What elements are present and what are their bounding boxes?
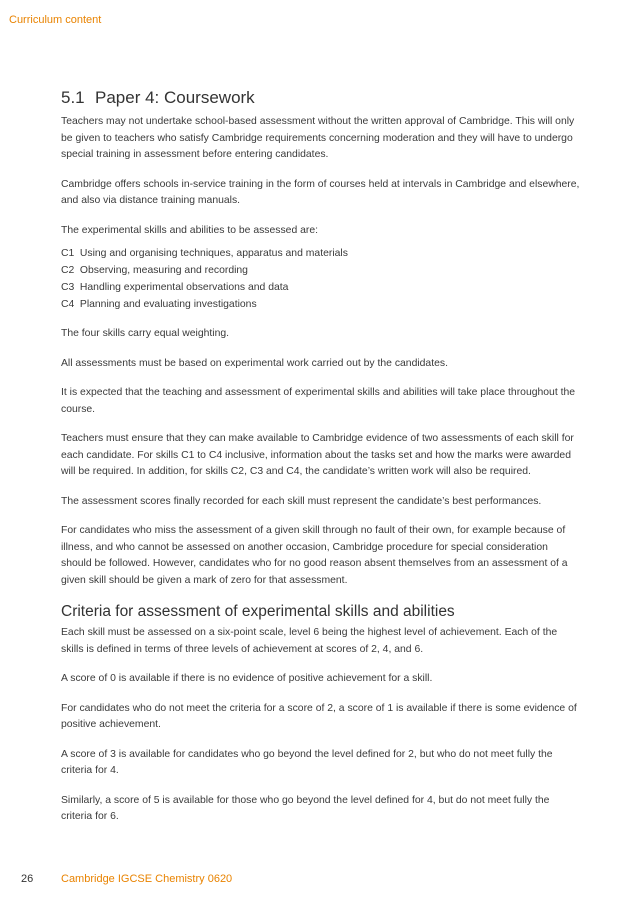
page-number: 26: [21, 873, 34, 885]
paragraph: The assessment scores finally recorded for each skill must represent the candidate’s best performances.: [61, 495, 542, 507]
paragraph: For candidates who miss the assessment of a given skill through no fault of their own, for example because of illness, and who cannot be assessed on another occasion, Cambridge procedure for special consideration should be followed. However, candidates who for no good reason absent themselves from an assessment of a given skill should be given a mark of zero for that assessment.: [61, 525, 568, 586]
skill-text: Using and organising techniques, apparatus and materials: [79, 248, 348, 259]
page-content: [61, 88, 581, 839]
skill-code: C2: [61, 265, 75, 276]
paragraph: A score of 3 is available for candidates who go beyond the level defined for 2, but who do not meet fully the criteria for 4.: [61, 748, 553, 776]
paragraph: The four skills carry equal weighting.: [61, 328, 230, 339]
skill-code: C1: [61, 248, 75, 259]
footer-title: Cambridge IGCSE Chemistry 0620: [61, 873, 233, 885]
paragraph: All assessments must be based on experimental work carried out by the candidates.: [61, 357, 448, 369]
paragraph: Similarly, a score of 5 is available for those who go beyond the level defined for 4, but do not meet fully the criteria for 6.: [61, 794, 550, 822]
skill-item: [61, 262, 581, 279]
paragraph: For candidates who do not meet the criteria for a score of 2, a score of 1 is available if there is some evidence of positive achievement.: [61, 702, 577, 730]
paragraph: The experimental skills and abilities to be assessed are:: [61, 224, 319, 236]
skill-item: [61, 296, 581, 313]
section-title: Paper 4: Coursework: [95, 88, 255, 107]
paragraph: Teachers must ensure that they can make available to Cambridge evidence of two assessments of each skill for each candidate. For skills C1 to C4 inclusive, information about the tasks set and how the marks were awarded will be required. In addition, for skills C2, C3 and C4, the candidate’s written work will also be required.: [61, 433, 574, 477]
skill-code: C3: [61, 282, 75, 293]
criteria-heading: Criteria for assessment of experimental skills and abilities: [61, 603, 455, 620]
section-heading: [61, 88, 581, 108]
skill-text: Planning and evaluating investigations: [79, 299, 257, 310]
skill-item: [61, 245, 581, 262]
paragraph: A score of 0 is available if there is no evidence of positive achievement for a skill.: [61, 673, 433, 684]
skill-text: Observing, measuring and recording: [79, 265, 248, 276]
paragraph: Each skill must be assessed on a six-point scale, level 6 being the highest level of achievement. Each of the skills is defined in terms of three levels of achievement at scores of 2, 4, and 6.: [61, 627, 558, 655]
skill-text: Handling experimental observations and data: [79, 282, 289, 293]
section-number: 5.1: [61, 88, 85, 107]
paragraph: It is expected that the teaching and assessment of experimental skills and abilities will take place throughout the course.: [61, 387, 576, 415]
paragraph: Teachers may not undertake school-based assessment without the written approval of Cambridge. This will only be given to teachers who satisfy Cambridge requirements concerning moderation and they will have to undergo special training in assessment before entering candidates.: [61, 116, 575, 160]
skill-item: [61, 279, 581, 296]
skill-code: C4: [61, 299, 75, 310]
skills-list: [61, 245, 581, 313]
running-header: Curriculum content: [9, 14, 102, 26]
paragraph: Cambridge offers schools in-service training in the form of courses held at intervals in Cambridge and elsewhere, and also via distance training manuals.: [61, 178, 580, 206]
